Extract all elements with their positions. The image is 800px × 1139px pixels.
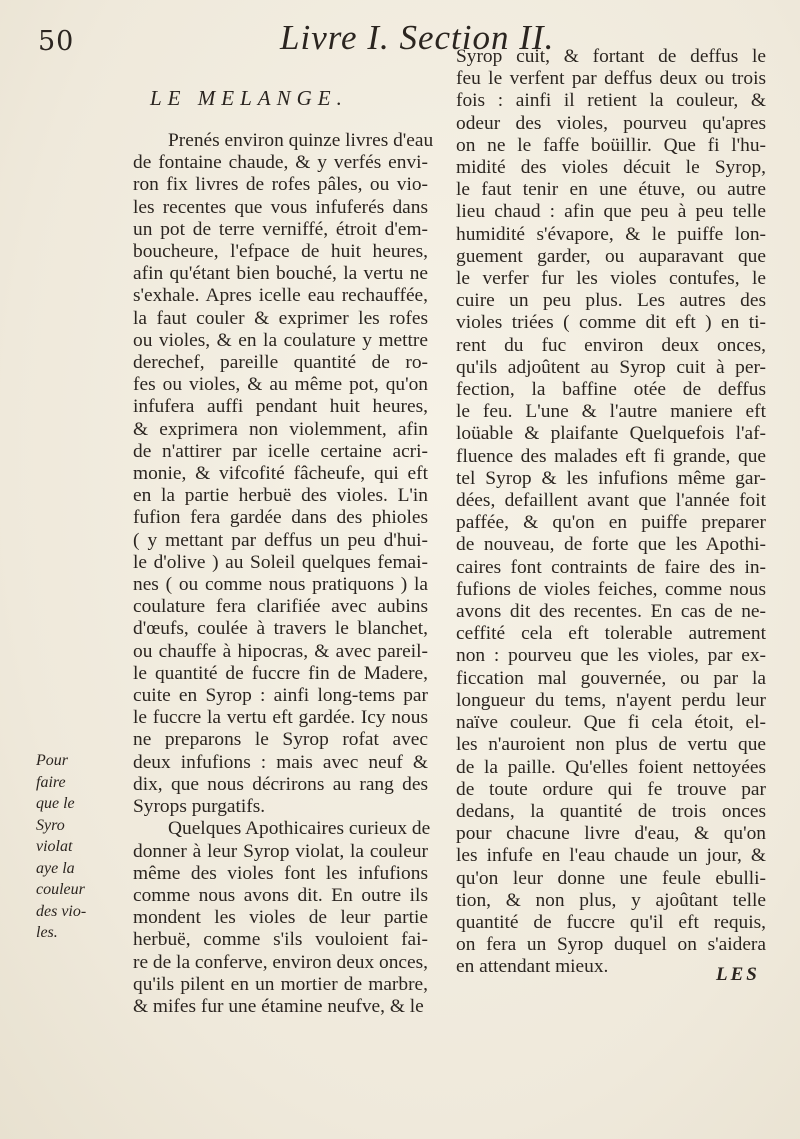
margin-note-line: Syro xyxy=(36,816,65,834)
text-line: deux infufions : mais avec neuf & xyxy=(133,751,428,773)
text-line: en attendant mieux. xyxy=(456,956,609,978)
text-line: rent du fuc environ deux onces, xyxy=(456,334,766,356)
text-line: monie, & vifcofité fâcheufe, qui eft xyxy=(133,463,428,485)
text-line: infufera auffi pendant huit heures, xyxy=(133,396,428,418)
text-line: ( y mettant par deffus un peu d'hui- xyxy=(133,529,428,551)
text-line: non : pourveu que les violes, par ex- xyxy=(456,645,766,667)
text-line: longueur du tems, n'ayent perdu leur xyxy=(456,689,766,711)
text-line: comme nous avons dit. En outre ils xyxy=(133,884,428,906)
text-line: qu'on leur donne une feule ebulli- xyxy=(456,867,766,889)
text-line: même des violes font les infufions xyxy=(133,862,428,884)
text-line: les recentes que vous infuferés dans xyxy=(133,196,428,218)
text-line: Syrops purgatifs. xyxy=(133,796,266,818)
page-number: 50 xyxy=(38,26,75,57)
text-line: dées, defaillent avant que l'année foit xyxy=(456,490,766,512)
text-line: d'œufs, coulée à travers le blanchet, xyxy=(133,618,428,640)
text-line: Syrop cuit, & fortant de deffus le xyxy=(456,46,766,67)
text-line: paffée, & qu'on en puiffe preparer xyxy=(456,512,766,534)
text-line: afin qu'étant bien bouché, la vertu ne xyxy=(133,263,428,285)
margin-note-line: faire xyxy=(36,773,66,791)
text-line: & mifes fur une étamine neufve, & le xyxy=(133,995,424,1017)
text-line: fection, la baffine otée de deffus xyxy=(456,379,766,401)
text-line: naïve couleur. Que fi cela étoit, el- xyxy=(456,712,766,734)
text-line: loüable & plaifante Quelquefois l'af- xyxy=(456,423,766,445)
text-line: avons dit des recentes. En cas de ne- xyxy=(456,601,766,623)
text-line: on fera un Syrop duquel on s'aidera xyxy=(456,934,766,956)
text-line: de la paille. Qu'elles foient nettoyées xyxy=(456,756,766,778)
text-line: qu'ils adjoûtent au Syrop cuit à per- xyxy=(456,356,766,378)
text-line: humidité s'évapore, & le puiffe lon- xyxy=(456,223,766,245)
text-line: on ne le faffe boüillir. Que fi l'hu- xyxy=(456,134,766,156)
text-line: un pot de terre verniffé, étroit d'em- xyxy=(133,218,428,240)
text-line: midité des violes décuit le Syrop, xyxy=(456,157,766,179)
text-line: en la partie herbuë des violes. L'in xyxy=(133,485,428,507)
margin-note-line: Pour xyxy=(36,752,68,769)
text-line: Quelques Apothicaires curieux de xyxy=(168,818,431,840)
text-line: le d'olive ) au Soleil quelques femai- xyxy=(133,551,428,573)
text-line: le fuccre la vertu eft gardée. Icy nous xyxy=(133,707,428,729)
text-line: de toute ordure qui fe trouve par xyxy=(456,778,766,800)
text-line: le feu. L'une & l'autre maniere eft xyxy=(456,401,766,423)
text-line: ficcation mal gouvernée, ou par la xyxy=(456,667,766,689)
text-line: fes ou violes, & au même pot, qu'on xyxy=(133,374,428,396)
margin-note-line: violat xyxy=(36,838,73,855)
text-line: tion, & non plus, y ajoûtant telle xyxy=(456,889,766,911)
running-title: Livre I. Section II. xyxy=(280,18,555,57)
text-line: de fontaine chaude, & y verfés envi- xyxy=(133,152,428,174)
text-line: le quantité de fuccre fin de Madere, xyxy=(133,662,428,684)
margin-note-line: aye la xyxy=(36,859,75,877)
text-line: caires font contraints de faire des in- xyxy=(456,556,766,578)
text-line: tel Syrop & les infufions même gar- xyxy=(456,467,766,489)
text-line: fufions de violes feiches, comme nous xyxy=(456,578,766,600)
text-line: nes ( ou comme nous pratiquons ) la xyxy=(133,574,428,596)
text-line: dix, que nous décrirons au rang des xyxy=(133,773,428,795)
text-line: ceffité cela eft tolerable autrement xyxy=(456,623,766,645)
left-text-column xyxy=(133,130,434,1018)
text-line: le verfer fur les violes contufes, le xyxy=(456,268,766,290)
margin-note-line: que le xyxy=(36,795,75,812)
text-line: ou chauffe à hipocras, & avec pareil- xyxy=(133,640,428,662)
catchword: LES xyxy=(716,964,760,985)
text-line: la faut couler & exprimer les rofes xyxy=(133,307,428,329)
text-line: boucheure, l'efpace de huit heures, xyxy=(133,241,428,263)
text-line: guement garder, ou auparavant que xyxy=(456,245,766,267)
text-line: derechef, pareille quantité de ro- xyxy=(133,352,428,374)
text-line: ne preparons le Syrop rofat avec xyxy=(133,729,428,751)
text-line: de n'attirer par icelle certaine acri- xyxy=(133,440,428,462)
text-line: coulature fera clarifiée avec aubins xyxy=(133,596,428,618)
text-line: qu'ils pilent en un mortier de marbre, xyxy=(133,973,428,995)
text-line: dedans, la quantité de trois onces xyxy=(456,800,766,822)
text-line: s'exhale. Apres icelle eau rechauffée, xyxy=(133,285,428,307)
text-line: fluence des malades eft fi grande, que xyxy=(456,445,766,467)
text-line: fois : ainfi il retient la couleur, & xyxy=(456,90,766,112)
text-line: donner à leur Syrop violat, la couleur xyxy=(133,840,428,862)
text-line: feu le verfent par deffus deux ou trois xyxy=(456,68,766,90)
text-line: violes triées ( comme dit eft ) en ti- xyxy=(456,312,766,334)
text-line: ron fix livres de rofes pâles, ou vio- xyxy=(133,174,428,196)
text-line: quantité de fuccre qu'il eft requis, xyxy=(456,911,766,933)
text-line: mondent les violes de leur partie xyxy=(133,907,428,929)
text-line: herbuë, comme s'ils vouloient fai- xyxy=(133,929,428,951)
section-heading: LE MELANGE. xyxy=(150,86,348,110)
margin-note xyxy=(36,750,128,944)
text-line: fufion fera gardée dans des phioles xyxy=(133,507,428,529)
text-line: les n'auroient non plus de vertu que xyxy=(456,734,766,756)
text-line: cuire un peu plus. Les autres des xyxy=(456,290,766,312)
text-line: Prenés environ quinze livres d'eau xyxy=(168,130,434,151)
text-line: re de la conferve, environ deux onces, xyxy=(133,951,429,973)
text-line: ou violes, & en la coulature y mettre xyxy=(133,329,428,351)
text-line: cuite en Syrop : ainfi long-tems par xyxy=(133,685,428,707)
text-line: pour chacune livre d'eau, & qu'on xyxy=(456,823,766,845)
text-line: les infufe en l'eau chaude un jour, & xyxy=(456,845,766,867)
text-line: le faut tenir en une étuve, ou autre xyxy=(456,179,766,201)
margin-note-line: les. xyxy=(36,924,58,941)
margin-note-line: des vio- xyxy=(36,902,87,920)
text-line: & exprimera non violemment, afin xyxy=(133,418,428,440)
margin-note-line: couleur xyxy=(36,881,85,898)
right-text-column xyxy=(456,46,766,979)
text-line: de nouveau, de forte que les Apothi- xyxy=(456,534,766,556)
text-line: lieu chaud : afin que peu à peu telle xyxy=(456,201,766,223)
text-line: odeur des violes, pourveu qu'apres xyxy=(456,112,766,134)
